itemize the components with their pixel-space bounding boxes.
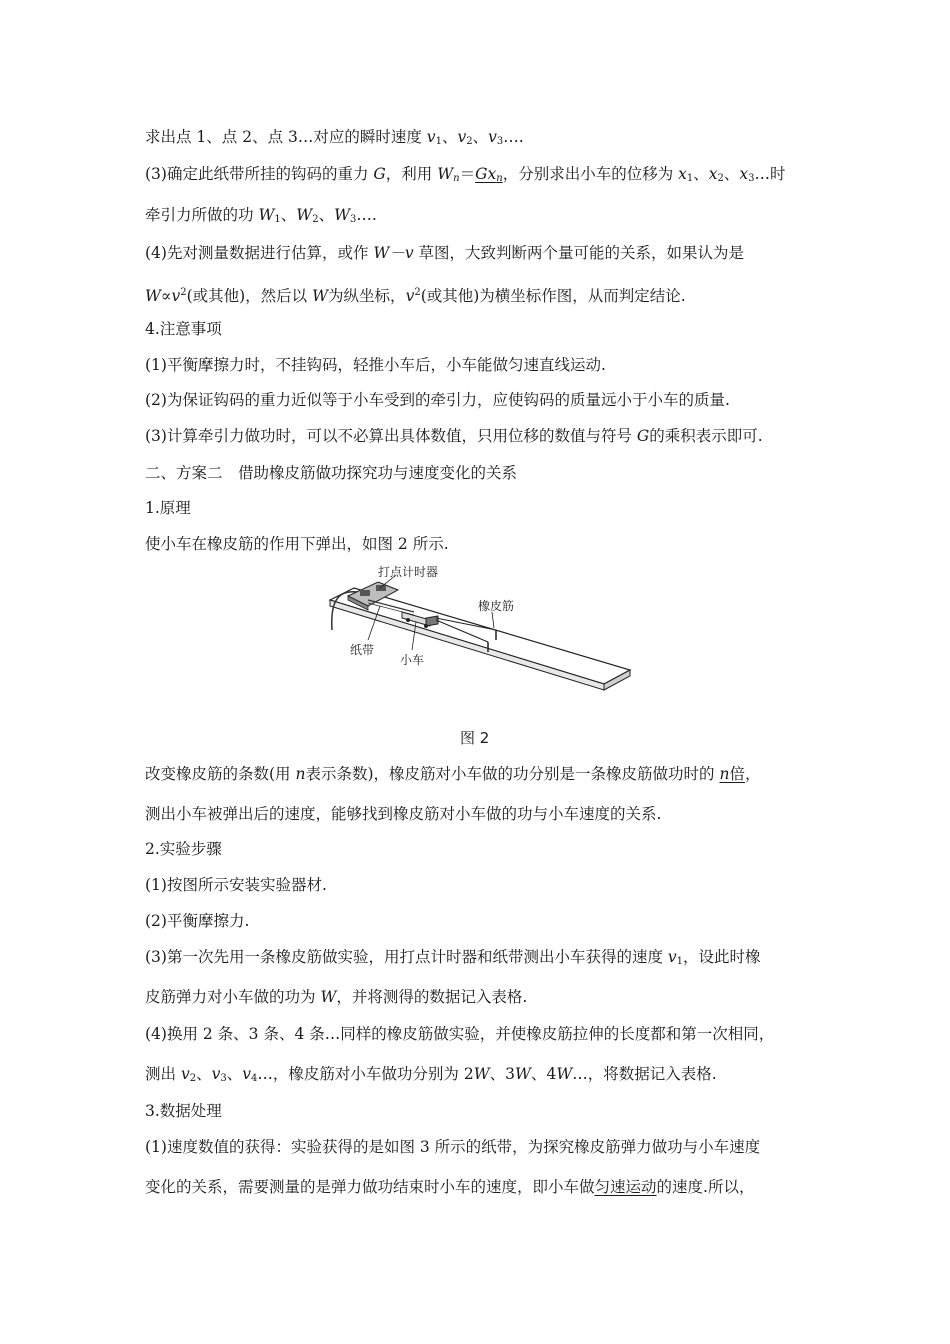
- section-heading: 4.注意事项: [145, 320, 222, 338]
- text-line: (1)平衡摩擦力时，不挂钩码，轻推小车后，小车能做匀速直线运动.: [145, 356, 606, 374]
- text-line: (4)换用 2 条、3 条、4 条…同样的橡皮筋做实验，并使橡皮筋拉伸的长度都和第一次相同，: [145, 1025, 775, 1043]
- text-line: 改变橡皮筋的条数(用 n表示条数)，橡皮筋对小车做的功分别是一条橡皮筋做功时的 n倍，: [145, 765, 761, 783]
- section-heading: 二、方案二 借助橡皮筋做功探究功与速度变化的关系: [145, 464, 518, 482]
- text-line: 变化的关系，需要测量的是弹力做功结束时小车的速度，即小车做匀速运动的速度.所以，: [145, 1178, 755, 1196]
- label-cart: 小车: [400, 653, 425, 667]
- text-line: 测出 $v_2$、$v_3$、$v_4\dots$，橡皮筋对小车做功分别为 2W、3W、4W…，将数据记入表格.: [145, 1065, 717, 1084]
- text-line: (2)平衡摩擦力.: [145, 912, 250, 930]
- section-heading: 2.实验步骤: [145, 840, 222, 858]
- text-line: (3)第一次先用一条橡皮筋做实验，用打点计时器和纸带测出小车获得的速度 $v_1$，设此时橡: [145, 948, 761, 967]
- text-line: 测出小车被弹出后的速度，能够找到橡皮筋对小车做的功与小车速度的关系.: [145, 805, 662, 823]
- text-line: 使小车在橡皮筋的作用下弹出，如图 2 所示.: [145, 535, 449, 553]
- label-timer: 打点计时器: [378, 565, 439, 579]
- answer-blank: n倍: [719, 765, 745, 783]
- text-line: (3)确定此纸带所挂的钩码的重力 G，利用 $W_n=Gx_n$，分别求出小车的位移为 $x_1$、$x_2$、$x_3\dots$时: [145, 165, 786, 184]
- label-tape: 纸带: [350, 643, 375, 657]
- text-line: 牵引力所做的功 $W_1$、$W_2$、$W_3\dots$.: [145, 206, 377, 225]
- text-line: (4)先对测量数据进行估算，或作 W－v 草图，大致判断两个量可能的关系，如果认为是: [145, 244, 745, 262]
- text-line: $W\propto v^2$(或其他)，然后以 W为纵坐标，$v^2$(或其他)为横坐标作图，从而判定结论.: [145, 287, 686, 305]
- apparatus-figure: [318, 560, 636, 720]
- section-heading: 3.数据处理: [145, 1102, 222, 1120]
- text-line: 求出点 1、点 2、点 3…对应的瞬时速度 $v_1$、$v_2$、$v_3\dots$.: [145, 128, 524, 147]
- text-line: (2)为保证钩码的重力近似等于小车受到的牵引力，应使钩码的质量远小于小车的质量.: [145, 391, 730, 409]
- answer-blank: 匀速运动: [594, 1178, 657, 1196]
- text-line: (1)速度数值的获得：实验获得的是如图 3 所示的纸带，为探究橡皮筋弹力做功与小车速度: [145, 1138, 761, 1156]
- text-line: (1)按图所示安装实验器材.: [145, 876, 327, 894]
- answer-blank: $Gx_n$: [475, 165, 503, 184]
- figure-caption: 图 2: [460, 729, 490, 747]
- text-line: 皮筋弹力对小车做的功为 W，并将测得的数据记入表格.: [145, 988, 528, 1006]
- label-rubber: 橡皮筋: [478, 599, 515, 613]
- text-line: (3)计算牵引力做功时，可以不必算出具体数值，只用位移的数值与符号 G的乘积表示即可.: [145, 427, 763, 445]
- section-heading: 1.原理: [145, 499, 191, 517]
